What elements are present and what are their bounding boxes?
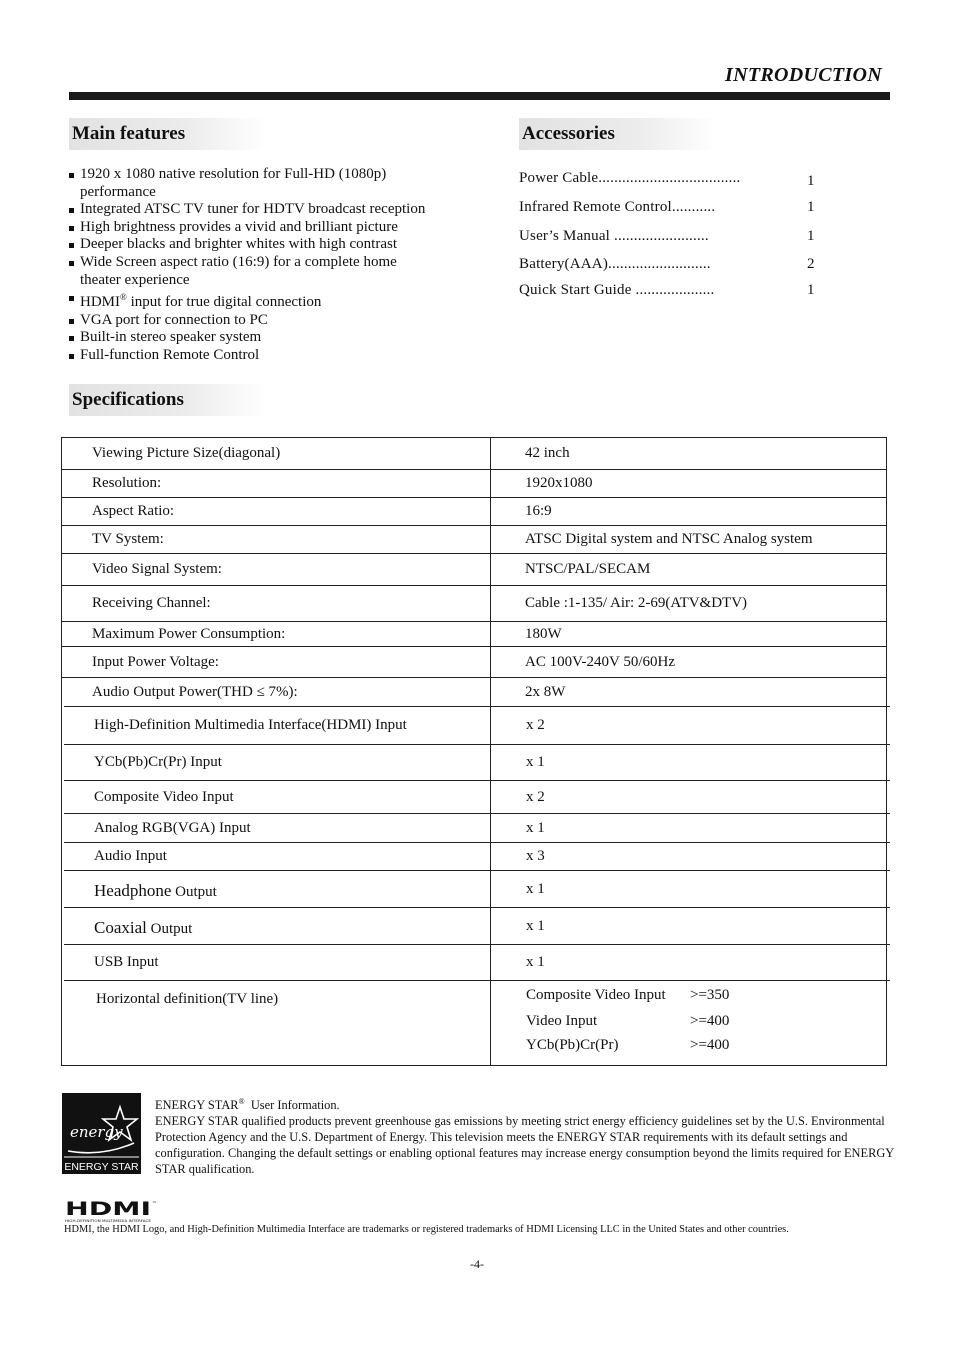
hdef-line [526,1037,730,1054]
feature-text: Built-in stereo speaker system [80,329,262,346]
feature-text: Integrated ATSC TV tuner for HDTV broadcast reception [80,201,426,218]
spec-value: NTSC/PAL/SECAM [525,561,651,577]
svg-text:ENERGY STAR: ENERGY STAR [64,1161,139,1173]
accessory-row [519,256,829,276]
energy-star-logo [62,1093,141,1174]
spec-label: TV System: [92,531,164,547]
spec-value: x 1 [526,881,545,897]
spec-value: x 1 [526,954,545,970]
spec-value: x 1 [526,820,545,836]
accessory-row [519,170,829,190]
accessory-qty: 1 [807,199,815,215]
bullet-icon [69,354,74,359]
energy-star-title: ENERGY STAR® User Information. [155,1097,340,1113]
hdef-line [526,1013,730,1030]
svg-text:HIGH-DEFINITION MULTIMEDIA INT: HIGH-DEFINITION MULTIMEDIA INTERFACE [65,1219,152,1223]
feature-text: theater experience [80,271,190,288]
spec-row [62,621,886,647]
feature-item [68,312,488,330]
spec-value: x 2 [526,717,545,733]
feature-text: HDMI® input for true digital connection [80,292,322,311]
accessory-qty: 1 [807,228,815,244]
bullet-icon [69,173,74,178]
spec-label: Aspect Ratio: [92,503,175,519]
spec-label: Maximum Power Consumption: [92,626,286,642]
hdef-name: YCb(Pb)Cr(Pr) [526,1037,619,1053]
spec-value: ATSC Digital system and NTSC Analog system [525,531,813,547]
hdef-value: >=350 [690,987,730,1003]
accessories-heading: Accessories [519,118,717,150]
svg-text:HDMI: HDMI [65,1198,151,1220]
bullet-icon [69,296,74,301]
spec-label: Input Power Voltage: [92,654,219,670]
spec-label: YCb(Pb)Cr(Pr) Input [94,754,222,770]
accessory-row [519,282,829,302]
accessory-name: Quick Start Guide .................... [519,282,715,298]
spec-row [64,780,890,814]
feature-text: Deeper blacks and brighter whites with high contrast [80,236,397,253]
spec-value: 16:9 [525,503,552,519]
feature-item [68,347,488,365]
spec-row [64,744,890,781]
accessory-row [519,228,829,248]
spec-row [62,525,886,554]
page-title: INTRODUCTION [725,64,882,86]
spec-value: x 3 [526,848,545,864]
spec-row [62,438,886,469]
hdef-name: Video Input [526,1013,598,1029]
svg-text:energy: energy [70,1123,123,1141]
spec-value: 180W [525,626,562,642]
spec-value: x 1 [526,754,545,770]
bullet-icon [69,319,74,324]
accessory-qty: 1 [807,173,815,189]
svg-text:™: ™ [152,1201,157,1207]
spec-value: 2x 8W [525,684,566,700]
feature-item [68,219,488,237]
spec-value: AC 100V-240V 50/60Hz [525,654,676,670]
hdmi-trademark-note: HDMI, the HDMI Logo, and High-Definition Multimedia Interface are trademarks or registered trademarks of HDMI Licensing LLC in the United States and other countries. [64,1224,789,1235]
spec-row [62,553,886,586]
accessory-name: Power Cable.................................... [519,170,741,186]
bullet-icon [69,243,74,248]
spec-row [64,813,890,843]
spec-row [62,677,886,707]
spec-row [64,842,890,871]
spec-label: Audio Input [94,848,167,864]
bullet-icon [69,336,74,341]
hdmi-logo-icon [64,1198,160,1224]
energy-star-icon [62,1093,141,1174]
spec-value: 42 inch [525,445,570,461]
spec-label: Coaxial Output [94,918,193,937]
spec-label: Receiving Channel: [92,595,211,611]
accessory-row [519,199,829,219]
spec-value: x 1 [526,918,545,934]
spec-value: x 2 [526,789,545,805]
energy-star-body: ENERGY STAR qualified products prevent greenhouse gas emissions by meeting strict energy efficiency guidelines set by the U.S. Environmental Protection Agency and the U.S. Department of Energy. This television meets the ENERGY STAR requirements with its default settings and configuration. Changing the default settings or enabling optional features may increase energy consumption beyond the limits required for ENERGY STAR qualification. [155,1114,894,1177]
spec-label: Audio Output Power(THD ≤ 7%): [92,684,298,700]
spec-label: Viewing Picture Size(diagonal) [92,445,281,461]
spec-label: Headphone Output [94,881,217,900]
main-features-list [68,166,488,365]
feature-text: Full-function Remote Control [80,346,260,363]
hdmi-logo [64,1198,160,1224]
energy-star-info [155,1094,900,1177]
feature-text: 1920 x 1080 native resolution for Full-HD (1080p) [80,166,387,182]
spec-label: Resolution: [92,475,162,491]
title-rule [69,92,890,100]
bullet-icon [69,261,74,266]
spec-row [64,907,890,945]
spec-label: Analog RGB(VGA) Input [94,820,251,836]
spec-row [62,646,886,678]
spec-row [62,585,886,622]
spec-label: USB Input [94,954,159,970]
accessory-qty: 1 [807,282,815,298]
page-number: -4- [470,1257,484,1271]
spec-row [62,497,886,526]
feature-item [68,236,488,254]
hdef-line [526,987,730,1004]
feature-item [68,254,488,289]
spec-value: Cable :1-135/ Air: 2-69(ATV&DTV) [525,595,748,611]
specifications-heading: Specifications [69,384,267,416]
feature-text: performance [80,183,156,200]
specifications-table [61,437,887,1066]
spec-label: High-Definition Multimedia Interface(HDMI) Input [94,717,407,733]
hdef-name: Composite Video Input [526,987,666,1003]
spec-row [64,944,890,981]
accessory-name: Battery(AAA).......................... [519,256,711,272]
feature-item [68,201,488,219]
bullet-icon [69,208,74,213]
feature-item [68,329,488,347]
spec-label: Composite Video Input [94,789,234,805]
spec-label: Video Signal System: [92,561,222,577]
bullet-icon [69,226,74,231]
hdef-value: >=400 [690,1013,730,1029]
accessory-qty: 2 [807,256,815,272]
feature-text: VGA port for connection to PC [80,311,268,328]
spec-row [62,469,886,498]
feature-text: High brightness provides a vivid and brilliant picture [80,218,398,235]
spec-row-horizontal-definition [64,980,890,1066]
accessory-name: User’s Manual ........................ [519,228,709,244]
hdef-value: >=400 [690,1037,730,1053]
spec-row [64,870,890,908]
accessory-name: Infrared Remote Control........... [519,199,716,215]
spec-row [64,706,890,745]
spec-label: Horizontal definition(TV line) [96,991,279,1007]
feature-text: Wide Screen aspect ratio (16:9) for a complete home [80,253,397,270]
feature-item [68,289,488,312]
main-features-heading: Main features [69,118,267,150]
feature-item [68,166,488,201]
spec-value: 1920x1080 [525,475,593,491]
